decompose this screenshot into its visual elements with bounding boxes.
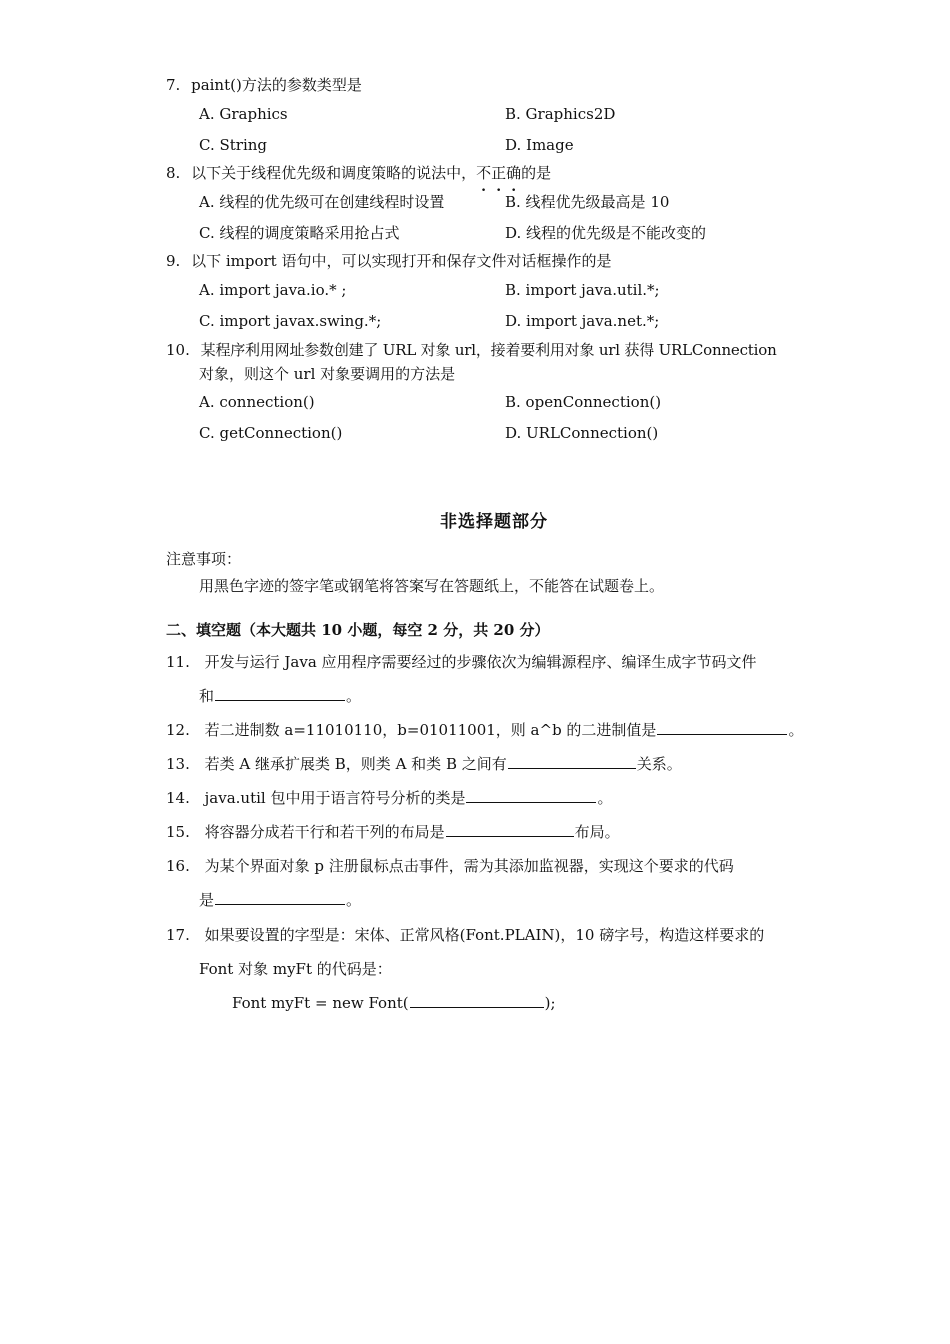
question-text: 若类 A 继承扩展类 B，则类 A 和类 B 之间有 关系。 — [204, 755, 682, 773]
question-stem: paint()方法的参数类型是 — [191, 76, 362, 94]
option-b: B. openConnection() — [505, 393, 662, 411]
question-17-line2: Font 对象 myFt 的代码是： — [199, 960, 392, 978]
option-d: D. Image — [505, 136, 574, 154]
question-number: 16. — [166, 857, 190, 875]
question-13 — [166, 754, 682, 774]
question-17-code-line: Font myFt = new Font( ); — [232, 994, 556, 1012]
question-8 — [166, 163, 551, 183]
question-text: 若二进制数 a=11010110，b=01011001，则 a^b 的二进制值是 。 — [204, 721, 804, 739]
option-b: B. Graphics2D — [505, 105, 616, 123]
option-a: A. 线程的优先级可在创建线程时设置 — [199, 193, 445, 211]
option-c: C. getConnection() — [199, 424, 343, 442]
question-stem: 某程序利用网址参数创建了 URL 对象 url，接着要利用对象 url 获得 URLConnection — [200, 341, 777, 359]
question-number: 9. — [166, 252, 181, 270]
question-15 — [166, 822, 620, 842]
question-number: 7. — [166, 76, 181, 94]
question-7 — [166, 75, 362, 95]
question-text: java.util 包中用于语言符号分析的类是 。 — [204, 789, 613, 807]
notice-label: 注意事项： — [166, 550, 242, 568]
option-c: C. 线程的调度策略采用抢占式 — [199, 224, 400, 242]
answer-blank[interactable] — [410, 993, 544, 1008]
question-text: 为某个界面对象 p 注册鼠标点击事件，需为其添加监视器，实现这个要求的代码 — [204, 857, 734, 875]
question-14 — [166, 788, 613, 808]
question-number: 17. — [166, 926, 190, 944]
emphasis-char: 不 — [476, 164, 492, 182]
answer-blank[interactable] — [657, 720, 787, 735]
answer-blank[interactable] — [466, 788, 596, 803]
option-b: B. 线程优先级最高是 10 — [505, 193, 670, 211]
question-number: 14. — [166, 789, 190, 807]
option-a: A. Graphics — [199, 105, 288, 123]
answer-blank[interactable] — [215, 890, 345, 905]
question-10 — [166, 340, 777, 360]
question-12 — [166, 720, 803, 740]
question-9 — [166, 251, 612, 271]
question-stem: 以下 import 语句中，可以实现打开和保存文件对话框操作的是 — [191, 252, 612, 270]
question-number: 8. — [166, 164, 181, 182]
question-number: 10. — [166, 341, 190, 359]
emphasis-char: 确 — [506, 164, 522, 182]
question-text: 如果要设置的字型是：宋体、正常风格(Font.PLAIN)，10 磅字号，构造这样要求的 — [204, 926, 765, 944]
option-b: B. import java.util.*; — [505, 281, 660, 299]
question-16-line2: 是 。 — [199, 891, 362, 909]
question-stem: 以下关于线程优先级和调度策略的说法中，不正确的是 — [191, 164, 552, 182]
question-number: 13. — [166, 755, 190, 773]
option-c: C. import javax.swing.*; — [199, 312, 382, 330]
option-d: D. import java.net.*; — [505, 312, 660, 330]
question-text: 将容器分成若干行和若干列的布局是 布局。 — [204, 823, 620, 841]
question-stem-continued: 对象，则这个 url 对象要调用的方法是 — [199, 365, 456, 383]
answer-blank[interactable] — [215, 686, 345, 701]
answer-blank[interactable] — [508, 754, 636, 769]
question-number: 12. — [166, 721, 190, 739]
answer-blank[interactable] — [446, 822, 574, 837]
question-11 — [166, 652, 757, 672]
question-number: 15. — [166, 823, 190, 841]
option-d: D. 线程的优先级是不能改变的 — [505, 224, 707, 242]
notice-text: 用黑色字迹的签字笔或钢笔将答案写在答题纸上，不能答在试题卷上。 — [199, 577, 665, 595]
option-a: A. import java.io.* ; — [199, 281, 347, 299]
fill-section-heading: 二、填空题（本大题共 10 小题，每空 2 分，共 20 分） — [166, 621, 550, 639]
question-text: 开发与运行 Java 应用程序需要经过的步骤依次为编辑源程序、编译生成字节码文件 — [204, 653, 757, 671]
emphasis-char: 正 — [491, 164, 507, 182]
option-a: A. connection() — [199, 393, 315, 411]
question-17 — [166, 925, 764, 945]
question-number: 11. — [166, 653, 190, 671]
section-title: 非选择题部分 — [440, 512, 548, 532]
option-c: C. String — [199, 136, 268, 154]
question-16 — [166, 856, 734, 876]
option-d: D. URLConnection() — [505, 424, 659, 442]
question-11-line2: 和 。 — [199, 687, 362, 705]
